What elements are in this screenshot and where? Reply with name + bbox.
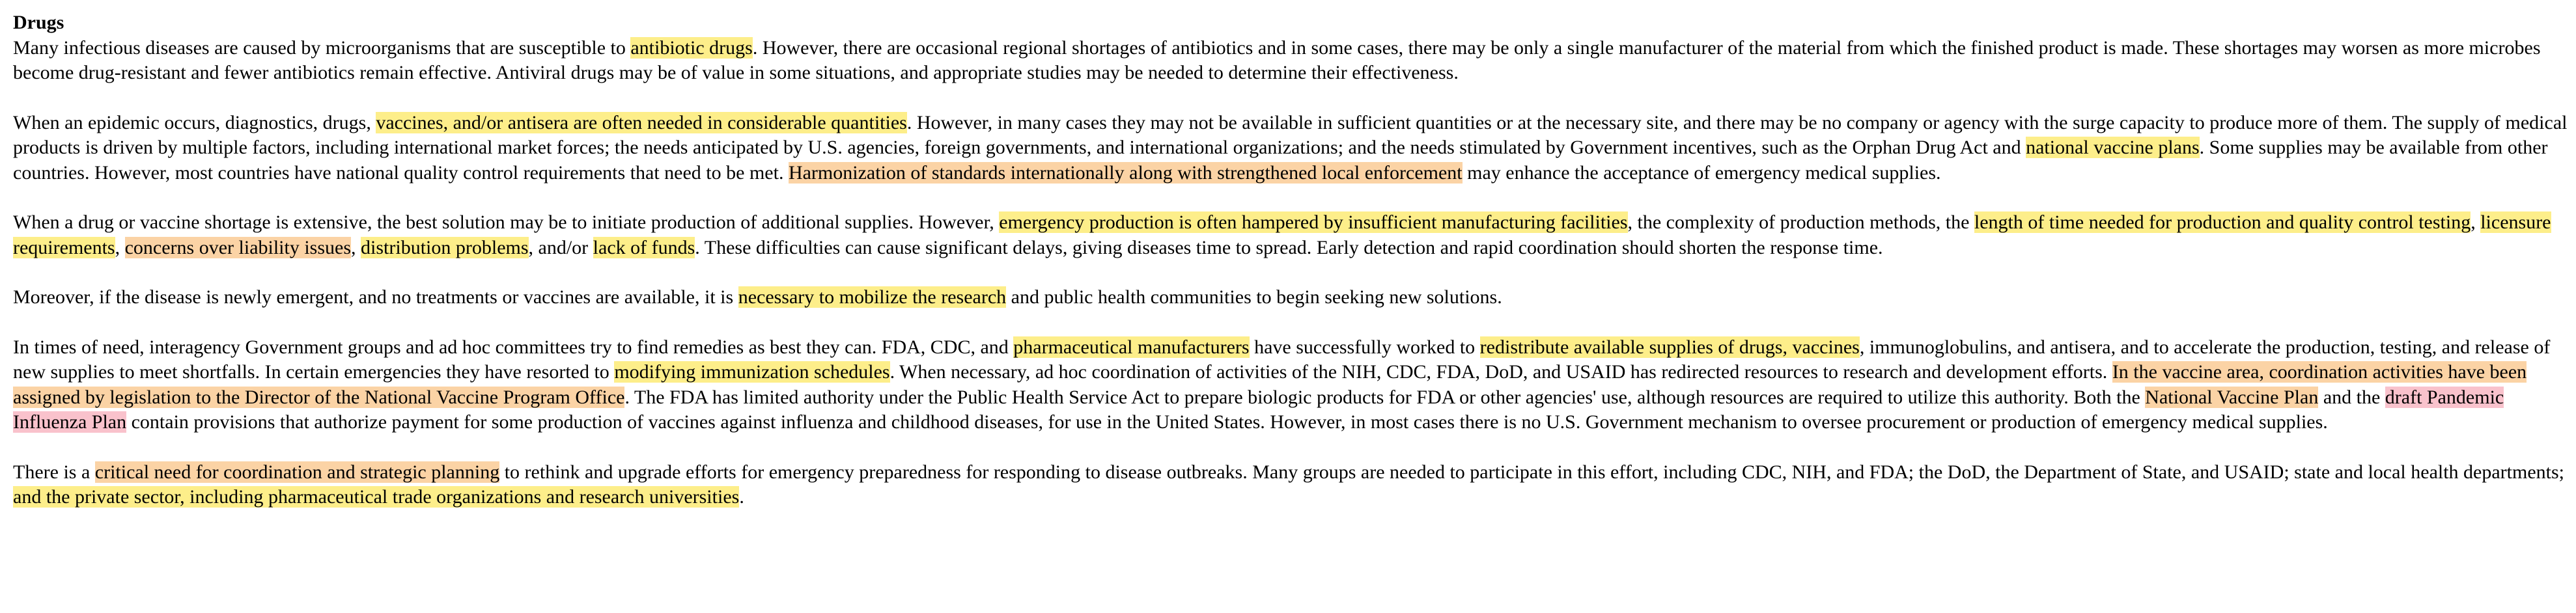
highlighted-text-yellow: lack of funds: [593, 236, 695, 258]
highlighted-text-yellow: redistribute available supplies of drugs, vaccines: [1479, 336, 1860, 358]
text-run: There is a: [13, 461, 95, 483]
text-run: . The FDA has limited authority under the Public Health Service Act to prepare biologic products for FDA or other agencies' use, although resources are required to utilize this authority. Both the: [624, 386, 2146, 408]
text-run: have successfully worked to: [1249, 336, 1480, 358]
highlighted-text-yellow: licensure requirements: [13, 211, 2551, 258]
highlighted-text-yellow: vaccines, and/or antisera are often needed in considerable quantities: [376, 111, 907, 133]
highlighted-text-yellow: emergency production is often hampered by insufficient manufacturing facilities: [999, 211, 1628, 233]
text-run: may enhance the acceptance of emergency medical supplies.: [1462, 161, 1941, 184]
paragraph: [13, 111, 2572, 186]
highlighted-text-yellow: modifying immunization schedules: [614, 361, 890, 383]
text-run: . When necessary, ad hoc coordination of activities of the NIH, CDC, FDA, DoD, and USAID has redirected resources to research and development efforts.: [889, 361, 2112, 383]
highlighted-text-yellow: antibiotic drugs: [630, 36, 753, 59]
highlighted-text-pink: draft Pandemic Influenza Plan: [13, 386, 2504, 433]
highlighted-text-orange: concerns over liability issues: [124, 236, 352, 258]
section-title: Drugs: [13, 12, 64, 33]
text-run: contain provisions that authorize payment for some production of vaccines against influenza and childhood diseases, for use in the United States. However, in most cases there is no U.S. Government mechanism to oversee procurement or production of emergency medical supplies.: [126, 411, 2328, 433]
highlighted-text-orange: In the vaccine area, coordination activities have been assigned by legislation to the Director of the National Vaccine Program Office: [13, 361, 2527, 408]
paragraph: [13, 460, 2572, 510]
highlighted-text-yellow: pharmaceutical manufacturers: [1013, 336, 1250, 358]
text-run: Many infectious diseases are caused by microorganisms that are susceptible to: [13, 36, 631, 59]
text-run: When a drug or vaccine shortage is extensive, the best solution may be to initiate production of additional supplies. However,: [13, 211, 1000, 233]
paragraph: [13, 285, 2572, 310]
highlighted-text-orange: National Vaccine Plan: [2145, 386, 2319, 408]
text-run: , and/or: [528, 236, 593, 258]
text-run: .: [739, 486, 744, 508]
text-run: , immunoglobulins, and antisera, and to accelerate the production, testing, and release of new supplies to meet shortfalls. In certain emergencies they have resorted to: [13, 336, 2551, 383]
text-run: and public health communities to begin seeking new solutions.: [1006, 286, 1502, 308]
text-run: to rethink and upgrade efforts for emergency preparedness for responding to disease outbreaks. Many groups are needed to participate in this effort, including CDC, NIH, and FDA; the DoD, the Department of State, and USAID; state and local health departments;: [499, 461, 2565, 483]
text-run: and the: [2318, 386, 2385, 408]
paragraph: [13, 36, 2572, 86]
text-run: ,: [115, 236, 125, 258]
highlighted-text-yellow: national vaccine plans: [2026, 137, 2200, 158]
paragraph: [13, 210, 2572, 260]
highlighted-text-yellow: distribution problems: [361, 236, 529, 258]
text-run: Moreover, if the disease is newly emergent, and no treatments or vaccines are available, it is: [13, 286, 738, 308]
highlighted-text-yellow: and the private sector, including pharmaceutical trade organizations and research universities: [13, 486, 740, 508]
text-run: . These difficulties can cause significant delays, giving diseases time to spread. Early detection and rapid coordination should shorten the response time.: [695, 236, 1883, 258]
highlighted-text-yellow: necessary to mobilize the research: [738, 286, 1007, 308]
text-run: , the complexity of production methods, the: [1627, 211, 1974, 233]
highlighted-text-yellow: length of time needed for production and quality control testing: [1974, 211, 2471, 233]
text-run: . Some supplies may be available from other countries. However, most countries have national quality control requirements that need to be met.: [13, 137, 2548, 184]
text-run: . However, in many cases they may not be available in sufficient quantities or at the necessary site, and there may be no company or agency with the surge capacity to produce more of them. The supply of medical products is driven by multiple factors, including international market forces; the needs anticipated by U.S. agencies, foreign governments, and international organizations; and the needs stimulated by Government incentives, such as the Orphan Drug Act and: [13, 111, 2568, 158]
text-run: . However, there are occasional regional shortages of antibiotics and in some cases, there may be only a single manufacturer of the material from which the finished product is made. These shortages may worsen as more microbes become drug-resistant and fewer antibiotics remain effective. Antiviral drugs may be of value in some situations, and appropriate studies may be needed to determine their effectiveness.: [13, 36, 2541, 83]
text-run: ,: [2471, 211, 2481, 233]
paragraph: [13, 335, 2572, 435]
text-run: ,: [351, 236, 361, 258]
highlighted-text-orange: Harmonization of standards internationally along with strengthened local enforcement: [788, 161, 1463, 184]
text-run: When an epidemic occurs, diagnostics, drugs,: [13, 111, 376, 133]
highlighted-text-orange: critical need for coordination and strategic planning: [94, 461, 500, 483]
text-run: In times of need, interagency Government groups and ad hoc committees try to find remedies as best they can. FDA, CDC, and: [13, 336, 1014, 358]
